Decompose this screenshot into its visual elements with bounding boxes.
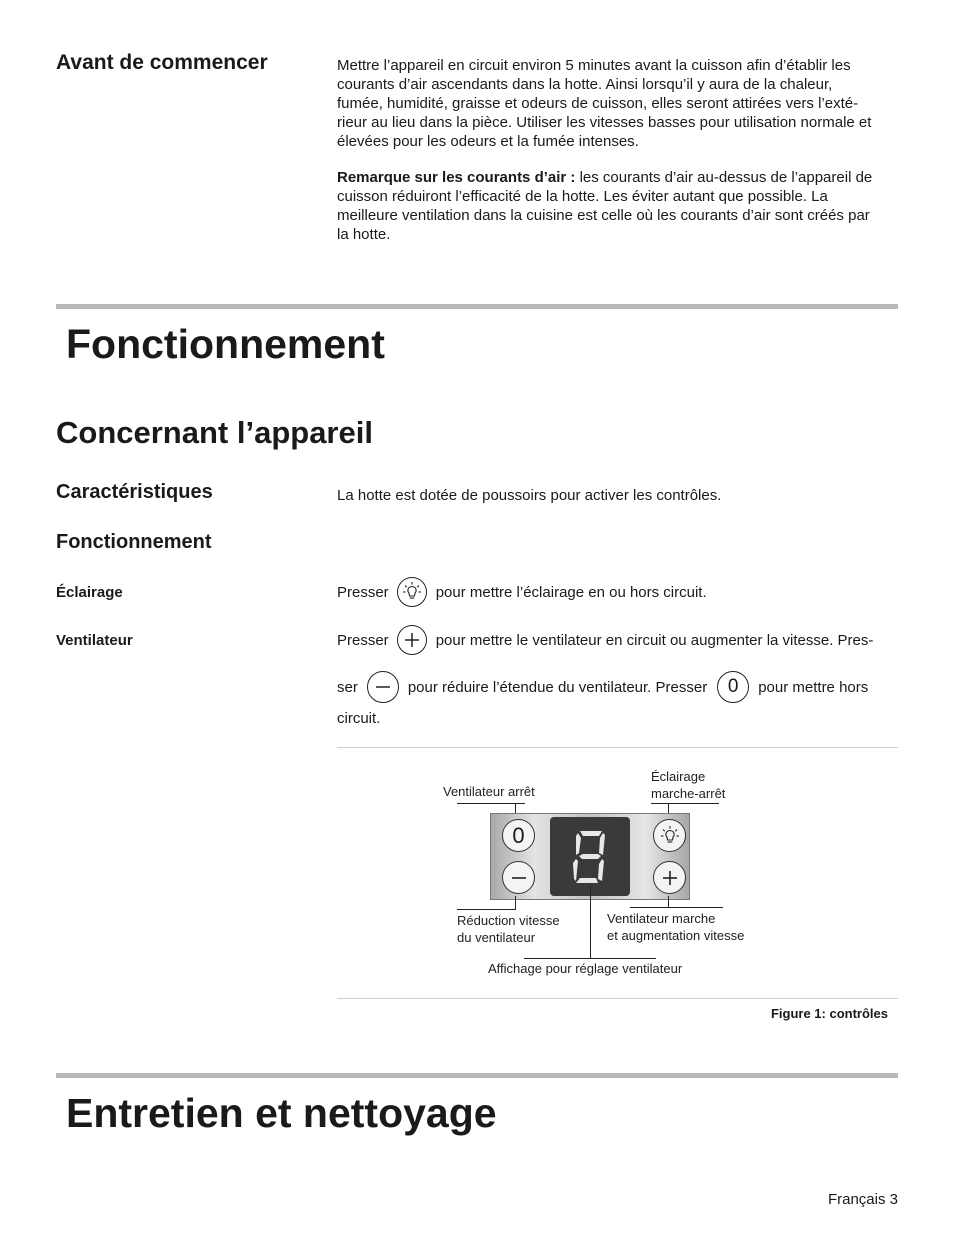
before-paragraph bbox=[337, 56, 907, 151]
leader-line bbox=[590, 886, 591, 958]
fan-text: ser bbox=[337, 678, 358, 696]
section-title-operation: Fonctionnement bbox=[66, 321, 385, 367]
section-rule bbox=[56, 304, 898, 309]
before-line: Mettre l’appareil en circuit environ 5 minutes avant la cuisson afin d’établir les bbox=[337, 57, 851, 74]
before-heading: Avant de commencer bbox=[56, 51, 268, 74]
lighting-after: pour mettre l’éclairage en ou hors circuit. bbox=[435, 583, 707, 601]
page-footer: Français 3 bbox=[827, 1191, 898, 1208]
callout-fan-off: Ventilateur arrêt bbox=[443, 784, 535, 799]
callout-light-line: Éclairage bbox=[651, 769, 706, 784]
plus-icon bbox=[659, 867, 681, 889]
subsection-title: Concernant l’appareil bbox=[56, 415, 373, 450]
fan-text: pour mettre hors bbox=[758, 678, 869, 696]
zero-icon: 0 bbox=[717, 671, 749, 703]
fan-text: pour mettre le ventilateur en circuit ou augmenter la vitesse. Pres- bbox=[435, 631, 874, 649]
leader-line bbox=[524, 958, 656, 959]
light-bulb-icon bbox=[397, 577, 427, 607]
note-line: meilleure ventilation dans la cuisine est celle où les courants d’air sont créés par bbox=[337, 207, 870, 224]
display-digit-segments bbox=[570, 829, 610, 885]
fan-display bbox=[550, 817, 630, 896]
fan-instruction-line2 bbox=[337, 671, 868, 703]
note-label: Remarque sur les courants d’air : bbox=[337, 169, 576, 186]
lighting-before: Presser bbox=[337, 583, 389, 601]
lighting-label: Éclairage bbox=[56, 584, 123, 601]
callout-fan-on-line: Ventilateur marche bbox=[607, 911, 716, 926]
leader-line bbox=[515, 896, 516, 910]
light-bulb-icon bbox=[659, 825, 681, 847]
figure-top-rule bbox=[337, 747, 898, 748]
plus-icon bbox=[397, 625, 427, 655]
callout-light bbox=[651, 768, 725, 802]
airflow-note bbox=[337, 168, 907, 244]
leader-line bbox=[651, 803, 719, 804]
note-line: la hotte. bbox=[337, 226, 391, 243]
fan-text: pour réduire l’étendue du ventilateur. Presser bbox=[407, 678, 708, 696]
figure-caption: Figure 1: contrôles bbox=[770, 1006, 888, 1021]
callout-display: Affichage pour réglage ventilateur bbox=[488, 961, 683, 976]
callout-reduce bbox=[457, 912, 560, 946]
features-heading: Caractéristiques bbox=[56, 481, 213, 503]
note-text: les courants d’air au-dessus de l’appareil de bbox=[575, 169, 873, 186]
leader-line bbox=[630, 907, 723, 908]
note-line: cuisson réduiront l’efficacité de la hotte. Les éviter autant que possible. La bbox=[337, 188, 828, 205]
fan-instruction-line1 bbox=[337, 624, 873, 656]
leader-line bbox=[457, 909, 516, 910]
section-rule bbox=[56, 1073, 898, 1078]
minus-icon bbox=[508, 867, 530, 889]
lighting-instruction bbox=[337, 576, 707, 608]
section-title-maintenance: Entretien et nettoyage bbox=[66, 1090, 497, 1136]
fan-off-button: 0 bbox=[502, 819, 535, 852]
features-text: La hotte est dotée de poussoirs pour activer les contrôles. bbox=[337, 487, 722, 504]
fan-instruction-line3: circuit. bbox=[337, 710, 381, 727]
before-line: courants d’air ascendants dans la hotte. Ainsi lorsqu’il y aura de la chaleur, bbox=[337, 76, 833, 93]
fan-label: Ventilateur bbox=[56, 632, 133, 649]
callout-reduce-line: du ventilateur bbox=[457, 930, 536, 945]
before-line: rieur au lieu dans la pièce. Utiliser les vitesses basses pour utilisation normale et bbox=[337, 114, 872, 131]
before-line: élevées pour les odeurs et la fumée intenses. bbox=[337, 133, 639, 150]
fan-decrease-button bbox=[502, 861, 535, 894]
callout-fan-on-line: et augmentation vitesse bbox=[607, 928, 745, 943]
light-button bbox=[653, 819, 686, 852]
fan-text: Presser bbox=[337, 631, 389, 649]
fan-increase-button bbox=[653, 861, 686, 894]
before-line: fumée, humidité, graisse et odeurs de cuisson, elles seront attirées vers l’exté- bbox=[337, 95, 859, 112]
callout-light-line: marche-arrêt bbox=[651, 786, 726, 801]
minus-icon bbox=[367, 671, 399, 703]
operation-heading: Fonctionnement bbox=[56, 531, 212, 553]
figure-bottom-rule bbox=[337, 998, 898, 999]
callout-fan-on bbox=[607, 910, 744, 944]
callout-reduce-line: Réduction vitesse bbox=[457, 913, 560, 928]
